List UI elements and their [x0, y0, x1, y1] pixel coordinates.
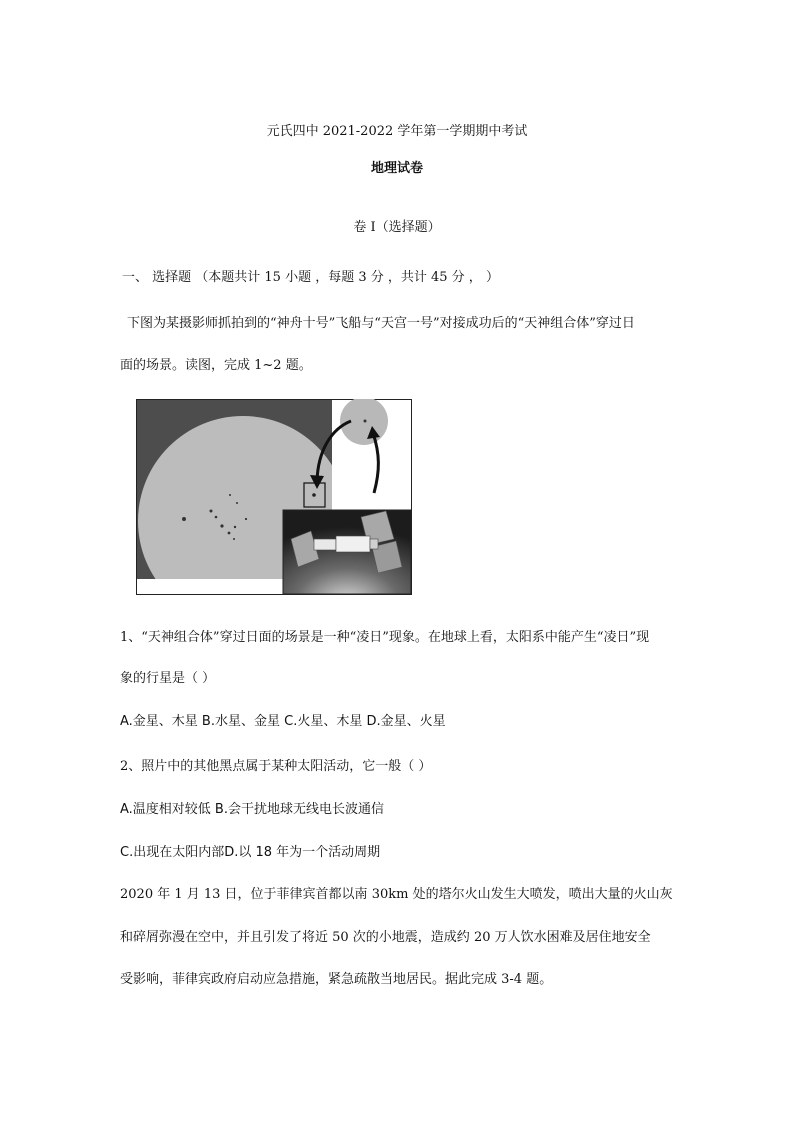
- q2-options-cd: C.出现在太阳内部D.以 18 年为一个活动周期: [120, 845, 381, 860]
- intro2-line3: 受影响，菲律宾政府启动应急措施，紧急疏散当地居民。据此完成 3-4 题。: [120, 972, 553, 987]
- section-heading: 一、 选择题 （本题共计 15 小题 ，每题 3 分 ，共计 45 分 ， ）: [122, 270, 499, 285]
- intro1-line1: 下图为某摄影师抓拍到的“神舟十号”飞船与“天宫一号”对接成功后的“天神组合体”穿过日: [127, 316, 635, 331]
- intro1-line2: 面的场景。读图，完成 1~2 题。: [120, 358, 312, 373]
- sun-transit-figure: [136, 399, 412, 595]
- intro2-line1: 2020 年 1 月 13 日，位于菲律宾首都以南 30km 处的塔尔火山发生大喷发，喷出大量的火山灰: [120, 887, 673, 902]
- intro2-line2: 和碎屑弥漫在空中，并且引发了将近 50 次的小地震，造成约 20 万人饮水困难及居住地安全: [120, 930, 651, 945]
- q1-stem-line2: 象的行星是（ ）: [120, 671, 216, 686]
- q1-stem-line1: 1、“天神组合体”穿过日面的场景是一种“凌日”现象。在地球上看，太阳系中能产生“凌日”现: [120, 630, 650, 645]
- q2-options-ab: A.温度相对较低 B.会干扰地球无线电长波通信: [120, 802, 384, 817]
- sun-transit-image: [136, 399, 412, 595]
- exam-title: 元氏四中 2021-2022 学年第一学期期中考试: [266, 124, 528, 139]
- q1-options: A.金星、木星 B.水星、金星 C.火星、木星 D.金星、火星: [120, 714, 446, 729]
- volume-title: 卷 I（选择题）: [353, 220, 441, 235]
- subject-title: 地理试卷: [370, 161, 423, 176]
- spacecraft-panel: [283, 510, 411, 594]
- q2-stem: 2、照片中的其他黑点属于某种太阳活动，它一般（ ）: [120, 759, 432, 774]
